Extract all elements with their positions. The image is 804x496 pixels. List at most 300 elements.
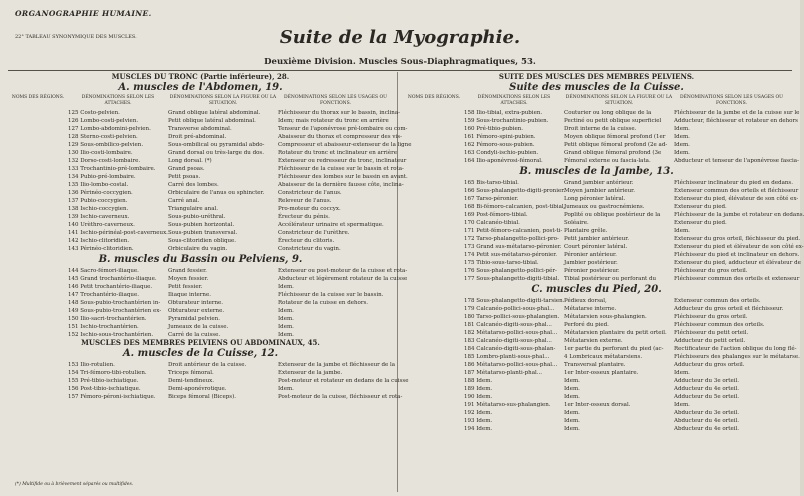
name-by-attachment: 126 Lombo-costi-pelvien. [68,118,139,124]
region-name [404,329,464,337]
label-regions: NOMS DES RÉGIONS. [11,95,65,100]
name-by-figure: Biceps fémoral (Biceps). [168,394,236,400]
right-rows-3 [404,297,800,433]
table-row [404,369,789,377]
name-by-figure: Petit fessier. [168,284,203,290]
name-by-function: Fléchisseur de la cuisse sur le bassin et rota- [278,166,404,172]
region-name [8,197,68,205]
name-by-attachment: 154 Tri-fémoro-tibi-rotulien. [68,370,147,376]
region-name [8,213,68,221]
table-row [404,187,799,195]
table-row [8,109,400,117]
name-by-function: Compresseur et abaisseur-extenseur de la ligne [278,142,412,148]
name-by-figure: Péronier postérieur. [564,268,620,274]
name-by-attachment: 147 Trochantério-iliaque. [68,292,139,298]
name-by-figure: Soléaire. [564,220,589,226]
region-name [8,323,68,331]
table-row [8,299,393,307]
region-name [404,187,464,195]
name-by-figure: Transversal plantaire. [564,362,626,368]
name-by-figure: Grand oblique fémoral profond (3e [564,150,662,156]
table-row [404,243,804,251]
name-by-attachment: 187 Métatarso-planti-phal... [464,370,543,376]
table-row [8,157,407,165]
table-row [8,173,408,181]
name-by-attachment: 130 Ilio-costi-lombaire. [68,150,133,156]
table-row [8,189,393,197]
region-name [404,377,464,385]
name-by-figure: Idem. [564,418,580,424]
table-row [404,203,789,211]
region-name [404,219,464,227]
region-name [8,267,68,275]
name-by-function: Fléchisseur du pied et inclinateur en dehors. [674,252,800,258]
name-by-attachment: 181 Calcanéo-digiti-sous-phal... [464,322,552,328]
name-by-figure: Demi-tendineux. [168,378,214,384]
table-row [8,275,408,283]
name-by-function: Fléchisseur du gros orteil. [674,268,748,274]
name-by-attachment: 137 Pubio-coccygien. [68,198,128,204]
region-name [8,385,68,393]
region-name [8,141,68,149]
name-by-function: Adducteur du gros orteil et fléchisseur. [674,306,784,312]
table-row [8,307,393,315]
table-row [8,205,393,213]
name-by-attachment: 142 Ischio-clitoridien. [68,238,130,244]
name-by-attachment: 169 Post-fémoro-tibial. [464,212,528,218]
name-by-function: Fléchisseur commun des orteils. [674,322,765,328]
division-heading: Deuxième Division. Muscles Sous-Diaphragmatiques, 53. [264,57,536,67]
name-by-attachment: 191 Métatarso-sus-phalangien. [464,402,551,408]
name-by-figure: Sous-pubien horizontal. [168,222,235,228]
name-by-figure: 1er Inter-osseux dorsal. [564,402,631,408]
name-by-attachment: 166 Sous-phalangetto-digiti-pronier. [464,188,566,194]
table-row [404,259,801,267]
region-name [8,149,68,157]
table-row [404,133,789,141]
table-row [8,369,393,377]
table-row [8,213,393,221]
name-by-figure: Carré anal. [168,198,200,204]
name-by-figure: Métatarsien plantaire du petit orteil. [564,330,667,336]
name-by-attachment: 148 Sous-pubio-trochantérien in- [68,300,161,306]
name-by-function: Rotateur du tronc et inclinateur en arrière [278,150,397,156]
name-by-figure: Iliaque interne. [168,292,211,298]
name-by-function: Constricteur du vagin. [278,246,341,252]
name-by-figure: Métatarsien externe. [564,338,623,344]
name-by-function: Fléchisseur des lombes sur le bassin en avant. [278,174,408,180]
table-row [404,321,789,329]
name-by-function: Fléchisseur de la jambe et de la cuisse sur le [674,110,800,116]
name-by-function: Adducteur du 5e orteil. [674,394,740,400]
table-row [404,401,789,409]
name-by-figure: Idem. [564,378,580,384]
name-by-function: Fléchisseur de la cuisse sur le bassin. [278,292,384,298]
name-by-figure: Orbiculaire du vagin. [168,246,228,252]
running-title: ORGANOGRAPHIE HUMAINE. [15,9,152,18]
name-by-attachment: 143 Périnéo-clitoridien. [68,246,134,252]
table-row [404,409,789,417]
name-by-attachment: 189 Idem. [464,386,493,392]
left-column [8,72,412,491]
name-by-attachment: 188 Idem. [464,378,493,384]
name-by-attachment: 164 Ilio-aponévrosi-fémoral. [464,158,543,164]
name-by-attachment: 128 Sterno-costi-pelvien. [68,134,138,140]
region-name [404,109,464,117]
table-row [404,313,789,321]
region-name [8,275,68,283]
table-row [404,157,799,165]
name-by-function: Fléchisseur de la jambe et rotateur en dedans. [674,212,804,218]
name-by-function: Fléchisseurs des phalanges sur le métatarse. [674,354,800,360]
right-rows-2 [404,179,804,283]
region-name [8,369,68,377]
name-by-figure: Sous-clitoridien oblique. [168,238,237,244]
name-by-figure: Fémoral externe ou fascia-lata. [564,158,651,164]
name-by-figure: Long péronier latéral. [564,196,626,202]
name-by-figure: Idem. [564,386,580,392]
table-row [404,393,789,401]
table-row [404,149,789,157]
name-by-attachment: 158 Ilio-tibial, extra-pubien. [464,110,543,116]
section-jambe-title: B. muscles de la Jambe, 13. [519,166,674,177]
table-row [404,227,789,235]
table-row [404,251,800,259]
name-by-figure: Petit oblique fémoral profond (2e ad- [564,142,668,148]
region-name [404,409,464,417]
region-name [8,361,68,369]
table-row [8,393,403,401]
region-name [8,237,68,245]
name-by-figure: Perforé du pied. [564,322,609,328]
table-row [404,179,793,187]
name-by-function: Accélérateur urinaire et spermatique. [278,222,384,228]
region-name [404,227,464,235]
name-by-attachment: 145 Grand trochantério-iliaque. [68,276,157,282]
name-by-attachment: 153 Ilio-rotulien. [68,362,115,368]
name-by-function: Post-moteur et rotateur en dedans de la cuisse [278,378,409,384]
name-by-function: Fléchisseur du thorax sur le bassin, inclina- [278,110,400,116]
table-row [8,165,404,173]
name-by-figure: Jumeaux de la cuisse. [168,324,229,330]
region-name [8,181,68,189]
region-name [8,307,68,315]
name-by-function: Abducteur du 4e orteil. [674,426,740,432]
region-name [8,283,68,291]
region-name [404,259,464,267]
name-by-function: Idem. [674,228,690,234]
right-column-labels [404,95,789,107]
left-heading-2: MUSCLES DES MEMBRES PELVIENS OU ABDOMINAUX, 45. [81,338,320,347]
name-by-attachment: 176 Sous-phalangetto-pollici-pér- [464,268,557,274]
name-by-function: Idem; mais rotateur du tronc en arrière [278,118,389,124]
name-by-figure: Moyen fessier. [168,276,209,282]
name-by-attachment: 172 Tarso-phalangetto-pollici-pro- [464,236,559,242]
name-by-figure: Tibial postérieur ou perforant du [564,276,657,282]
name-by-attachment: 129 Sous-ombilico-pelvien. [68,142,144,148]
name-by-attachment: 138 Ischio-coccygien. [68,206,129,212]
table-row [404,345,797,353]
name-by-attachment: 180 Tarso-pollici-sous-phalangien. [464,314,560,320]
label-figure: DÉNOMINATIONS SELON LA FIGURE OU LA SITUATION. [565,95,673,106]
name-by-function: Extenseur ou redresseur du tronc, inclinateur [278,158,407,164]
name-by-function: Constricteur de l'urèthre. [278,230,350,236]
region-name [404,203,464,211]
name-by-attachment: 144 Sacro-fémori-iliaque. [68,268,139,274]
section-bassin-title: B. muscles du Bassin ou Pelviens, 9. [98,254,303,265]
name-by-figure: Grand dorsal ou très-large du dos. [168,150,264,156]
name-by-figure: Grand fessier. [168,268,207,274]
name-by-figure: Métatarsien sous-phalangien. [564,314,647,320]
region-name [404,179,464,187]
region-name [404,141,464,149]
name-by-function: Idem. [674,402,690,408]
name-by-figure: Idem. [564,426,580,432]
section-suite-cuisse-title: Suite des muscles de la Cuisse. [509,82,684,93]
name-by-figure: Petit psoas. [168,174,201,180]
name-by-attachment: 133 Trochantinio-pré-lombaire. [68,166,156,172]
name-by-function: Pro-moteur du coccyx. [278,206,341,212]
table-row [8,315,393,323]
name-by-attachment: 193 Idem. [464,418,493,424]
region-name [404,417,464,425]
region-name [8,377,68,385]
table-row [8,221,393,229]
name-by-attachment: 184 Calcanéo-digiti-sous-phalan- [464,346,556,352]
table-row [8,125,408,133]
name-by-function: Extenseur commun des orteils et fléchisseur [674,188,799,194]
name-by-function: Adducteur, fléchisseur et rotateur en dehors [674,118,798,124]
name-by-figure: Péronier antérieur. [564,252,617,258]
table-row [404,125,789,133]
name-by-function: Extenseur de la jambe. [278,370,343,376]
table-row [8,141,412,149]
name-by-figure: Triceps fémoral. [168,370,214,376]
name-by-figure: Obturateur interne. [168,300,224,306]
name-by-attachment: 179 Calcanéo-pollici-sous-phal... [464,306,555,312]
table-row [8,237,393,245]
name-by-figure: 1er partie du perforant du pied (ac- [564,346,664,352]
name-by-figure: Grand jambier antérieur. [564,180,634,186]
name-by-attachment: 152 Ischio-sous-trochantérien. [68,332,154,338]
name-by-function: Abducteur du 4e orteil. [674,418,740,424]
table-row [404,297,789,305]
name-by-function: Idem. [278,386,294,392]
region-name [8,133,68,141]
name-by-function: Idem. [278,284,294,290]
region-name [8,173,68,181]
name-by-attachment: 173 Grand sus-métatarso-péronier. [464,244,562,250]
name-by-function: Extenseur du gros orteil, fléchisseur du pied. [674,236,801,242]
name-by-figure: 1er Inter-osseux plantaire. [564,370,639,376]
name-by-figure: Long dorsal. (*) [168,158,212,164]
name-by-attachment: 151 Ischio-trochantérien. [68,324,139,330]
region-name [404,361,464,369]
table-row [404,385,789,393]
name-by-figure: Droit interne de la cuisse. [564,126,637,132]
name-by-figure: Idem. [564,394,580,400]
name-by-function: Abducteur et légèrement rotateur de la cuisse [278,276,408,282]
name-by-attachment: 140 Urèthro-caverneux. [68,222,135,228]
name-by-attachment: 125 Costo-pelvien. [68,110,120,116]
name-by-attachment: 146 Petit trochantério-iliaque. [68,284,153,290]
left-rows-3 [8,361,409,401]
name-by-function: Adducteur du 4e orteil. [674,386,740,392]
region-name [404,149,464,157]
table-row [8,361,396,369]
table-row [8,267,408,275]
region-name [404,425,464,433]
table-row [404,377,789,385]
table-row [404,211,804,219]
name-by-figure: Carré de la cuisse. [168,332,221,338]
name-by-function: Abducteur du 3e orteil. [674,410,740,416]
region-name [404,345,464,353]
section-pied-title: C. muscles du Pied, 20. [531,284,662,295]
name-by-function: Abducteur et tenseur de l'aponévrose fascia- [674,158,799,164]
region-name [404,243,464,251]
name-by-function: Extenseur du pied, adducteur et élévateur de [674,260,801,266]
region-name [8,189,68,197]
region-name [404,157,464,165]
name-by-attachment: 192 Idem. [464,410,493,416]
name-by-attachment: 159 Sous-trochantinio-pubien. [464,118,549,124]
name-by-figure: Pédieux dorsal, [564,298,607,304]
table-row [404,337,789,345]
name-by-attachment: 149 Sous-pubio-trochantérien ex- [68,308,162,314]
table-row [404,195,799,203]
name-by-figure: Jumeaux ou gastrocnémiens. [564,204,645,210]
name-by-attachment: 163 Condyli-ischio-pubien. [464,150,539,156]
name-by-function: Releveur de l'anus. [278,198,332,204]
label-figure: DÉNOMINATIONS SELON LA FIGURE OU LA SITUATION. [169,95,277,106]
name-by-figure: Demi-aponévrotique. [168,386,227,392]
name-by-figure: Droit pré-abdominal. [168,134,227,140]
region-name [8,117,68,125]
region-name [404,211,464,219]
name-by-function: Idem. [674,150,690,156]
name-by-attachment: 183 Calcanéo-digiti-sous-phal... [464,338,552,344]
left-column-labels [8,95,393,107]
name-by-function: Fléchisseur inclinateur du pied en dedans. [674,180,793,186]
region-name [404,117,464,125]
region-name [8,165,68,173]
table-row [404,219,789,227]
name-by-attachment: 185 Lombro-planti-sous-phal... [464,354,550,360]
table-row [404,417,789,425]
name-by-figure: Sous-pubio-uréthral. [168,214,226,220]
right-column [404,72,804,491]
name-by-figure: Métatarse interne. [564,306,617,312]
label-attaches: DÉNOMINATIONS SELON LES ATTACHES. [81,95,155,106]
table-row [8,149,397,157]
name-by-function: Extenseur du pied, élévateur de son côté ex- [674,196,799,202]
name-by-attachment: 174 Petit sus-métatarso-péronier. [464,252,558,258]
left-heading: MUSCLES DU TRONC (Partie inférieure), 28. [111,72,290,81]
section-abdomen-title: A. muscles de l'Abdomen, 19. [118,82,283,93]
region-name [404,125,464,133]
name-by-attachment: 167 Tarso-péronier. [464,196,519,202]
region-name [404,337,464,345]
region-name [404,251,464,259]
name-by-function: Extenseur du pied et élévateur de son côté ex- [674,244,804,250]
name-by-figure: Orbiculaire de l'anus ou sphincter. [168,190,265,196]
label-usages: DÉNOMINATIONS SELON LES USAGES OU FONCTIONS. [680,95,783,106]
name-by-attachment: 150 Ilio-sacri-trochantérien. [68,316,147,322]
name-by-figure: Grand oblique latéral abdominal. [168,110,261,116]
table-row [404,275,800,283]
region-name [8,331,68,339]
name-by-attachment: 136 Périnéo-coccygien. [68,190,133,196]
region-name [8,315,68,323]
region-name [404,275,464,283]
table-note: 22° TABLEAU SYNONYMIQUE DES MUSCLES. [15,34,137,40]
name-by-figure: Pectiné ou petit oblique superficiel [564,118,662,124]
name-by-function: Idem. [278,332,294,338]
region-name [404,313,464,321]
name-by-function: Extenseur du pied. [674,220,727,226]
name-by-figure: Court péronier latéral. [564,244,628,250]
table-row [8,385,393,393]
name-by-function: Érecteur du clitoris. [278,238,335,244]
name-by-figure: Moyen oblique fémoral profond (1er [564,134,666,140]
name-by-attachment: 182 Métatarso-pollici-sous-phal... [464,330,558,336]
name-by-figure: Sous-ombilical ou pyramidal abdo- [168,142,265,148]
region-name [8,109,68,117]
table-row [8,323,393,331]
region-name [404,195,464,203]
table-row [8,283,393,291]
name-by-figure: Poplité ou oblique postérieur de la [564,212,661,218]
name-by-attachment: 141 Ischio-périnéal-post-caverneux. [68,230,168,236]
table-row [404,267,789,275]
table-row [404,305,789,313]
table-row [404,361,789,369]
table-row [8,197,393,205]
table-row [8,181,404,189]
name-by-function: Rotateur de la cuisse en dehors. [278,300,369,306]
left-rows [8,109,412,253]
name-by-attachment: 175 Tibio-sous-tarso-tibial. [464,260,539,266]
name-by-figure: Obturateur externe. [168,308,225,314]
name-by-function: Idem. [278,324,294,330]
name-by-function: Tenseur de l'aponévrose pré-lombaire ou com- [278,126,408,132]
table-row [8,377,409,385]
region-name [404,267,464,275]
name-by-attachment: 127 Lombo-abdomini-pelvien. [68,126,151,132]
header-rule [8,70,792,71]
name-by-attachment: 139 Ischio-caverneux. [68,214,130,220]
name-by-attachment: 186 Métatarso-pollici-sous-phal... [464,362,558,368]
name-by-figure: Pyramidal pelvien. [168,316,220,322]
name-by-figure: Jambier postérieur. [564,260,618,266]
region-name [404,369,464,377]
region-name [404,305,464,313]
name-by-figure: Carré des lombes. [168,182,219,188]
name-by-figure: Sous-pubien transversal. [168,230,238,236]
name-by-function: Fléchisseur du petit orteil. [674,330,749,336]
name-by-function: Adducteur du 3e orteil. [674,378,740,384]
name-by-attachment: 160 Pré-tibio-pubien. [464,126,523,132]
region-name [8,393,68,401]
region-name [404,393,464,401]
region-name [8,125,68,133]
table-row [404,235,801,243]
table-row [8,291,393,299]
name-by-figure: Transverse abdominal. [168,126,232,132]
name-by-function: Post-moteur de la cuisse, fléchisseur et rota- [278,394,403,400]
name-by-function: Extenseur du pied. [674,204,727,210]
